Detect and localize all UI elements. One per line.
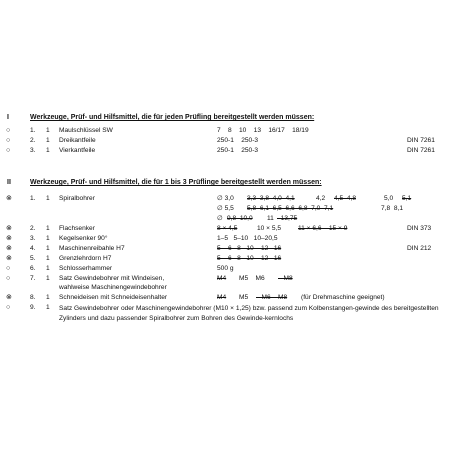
status-crossed-circle-icon: ⊗ [6, 294, 12, 301]
status-circle-icon: ○ [6, 304, 11, 311]
size-value-struck: 5,1 [402, 195, 412, 202]
row-din: DIN 212 [407, 245, 432, 252]
row-name: Grenzlehrdorn H7 [59, 255, 112, 262]
row-name: Schlosserhammer [59, 265, 113, 272]
size-value: 1–5 5–10 10–20,5 [217, 235, 278, 242]
size-value-struck: 11 × 6,6 – 15 × 9 [298, 225, 348, 232]
size-value-struck: M4 [217, 294, 227, 301]
status-circle-icon: ○ [6, 137, 11, 144]
row-name-continued: wahlweise Maschinengewindebohrer [59, 284, 167, 291]
status-crossed-circle-icon: ⊗ [6, 195, 12, 202]
row-qty: 1 [46, 275, 50, 282]
size-value: ∅ [217, 215, 223, 222]
size-value: 10 × 5,5 [257, 225, 282, 232]
row-qty: 1 [46, 127, 50, 134]
status-circle-icon: ○ [6, 127, 11, 134]
row-name: Satz Gewindebohrer oder Maschinengewindebohrer (M10 × 1,25) bzw. passend zum Kolbenstangen-gewinde des bereitgestellten Zylinders und dazu passender Spiralbohrer zum Bohren des Gewinde-kernlochs [59, 305, 439, 322]
row-qty: 1 [46, 195, 50, 202]
row-din: DIN 7261 [407, 137, 435, 144]
row-din: DIN 7261 [407, 147, 435, 154]
size-value-struck: 9,8–10,0 [227, 215, 253, 222]
row-name: Spiralbohrer [59, 195, 95, 202]
row-name: Flachsenker [59, 225, 95, 232]
row-qty: 1 [46, 255, 50, 262]
row-index: 5. [30, 255, 36, 262]
row-sizes: 250-1 250-3 [217, 147, 259, 154]
status-crossed-circle-icon: ⊗ [6, 245, 12, 252]
size-value-struck: 5,8–6,1–6,5–6,6–6,8–7,0–7,1 [247, 205, 334, 212]
row-index: 3. [30, 235, 36, 242]
row-qty: 1 [46, 147, 50, 154]
size-value-struck: 3,3–3,8–4,0–4,1 [247, 195, 295, 202]
size-value-struck: – M8 [278, 275, 293, 282]
size-value: 4,2 [316, 195, 326, 202]
section-1-number: I [7, 114, 9, 121]
row-name: Kegelsenker 90° [59, 235, 108, 242]
size-value-struck: – M6 – M8 [256, 294, 288, 301]
row-qty: 1 [46, 225, 50, 232]
row-name: Maulschlüssel SW [59, 127, 113, 134]
row-name: Schneideisen mit Schneideisenhalter [59, 294, 168, 301]
status-circle-icon: ○ [6, 265, 11, 272]
status-crossed-circle-icon: ⊗ [6, 225, 12, 232]
size-value-struck: –13,75 [277, 215, 298, 222]
row-name: Satz Gewindebohrer mit Windeisen, [59, 275, 165, 282]
size-value-struck: 8 × 4,5 [217, 225, 238, 232]
size-value-struck: M4 [217, 275, 227, 282]
row-sizes: 7 8 10 13 16/17 18/19 [217, 127, 309, 134]
row-qty: 1 [46, 245, 50, 252]
row-index: 4. [30, 245, 36, 252]
row-index: 6. [30, 265, 36, 272]
section-2-number: II [7, 179, 11, 186]
status-circle-icon: ○ [6, 275, 11, 282]
size-value: ∅ 5,5 [217, 205, 234, 212]
size-value-struck: 5 – 6 8 10 – 12 16 [217, 255, 282, 262]
section-2-title: Werkzeuge, Prüf- und Hilfsmittel, die für 1 bis 3 Prüflinge bereitgestellt werden müssen: [30, 179, 322, 186]
section-1-title: Werkzeuge, Prüf- und Hilfsmittel, die für jeden Prüfling bereitgestellt werden müssen: [30, 114, 315, 121]
row-index: 7. [30, 275, 36, 282]
size-value-struck: 4,5–4,8 [334, 195, 356, 202]
size-value: 11 [267, 215, 274, 222]
row-name: Vierkantfeile [59, 147, 96, 154]
status-crossed-circle-icon: ⊗ [6, 235, 12, 242]
size-value-struck: 5 – 6 8 10 – 12 16 [217, 245, 282, 252]
row-index: 2. [30, 137, 36, 144]
size-value: 5,0 [384, 195, 394, 202]
row-qty: 1 [46, 294, 50, 301]
row-name: Maschinenreibahle H7 [59, 245, 125, 252]
size-value: M5 M6 [239, 275, 265, 282]
row-index: 1. [30, 127, 36, 134]
size-value: 500 g [217, 265, 234, 272]
row-sizes: 250-1 250-3 [217, 137, 259, 144]
row-din: DIN 373 [407, 225, 432, 232]
row-index: 9. [30, 304, 36, 311]
row-index: 8. [30, 294, 36, 301]
size-value: 7,8 8,1 [381, 205, 403, 212]
row-name: Dreikantfeile [59, 137, 96, 144]
row-qty: 1 [46, 235, 50, 242]
row-index: 2. [30, 225, 36, 232]
row-qty: 1 [46, 265, 50, 272]
row-index: 3. [30, 147, 36, 154]
row-qty: 1 [46, 137, 50, 144]
row-index: 1. [30, 195, 36, 202]
size-value: ∅ 3,0 [217, 195, 234, 202]
size-note: (für Drehmaschine geeignet) [301, 294, 385, 301]
status-circle-icon: ○ [6, 147, 11, 154]
size-value: M5 [239, 294, 249, 301]
row-qty: 1 [46, 304, 50, 311]
status-crossed-circle-icon: ⊗ [6, 255, 12, 262]
